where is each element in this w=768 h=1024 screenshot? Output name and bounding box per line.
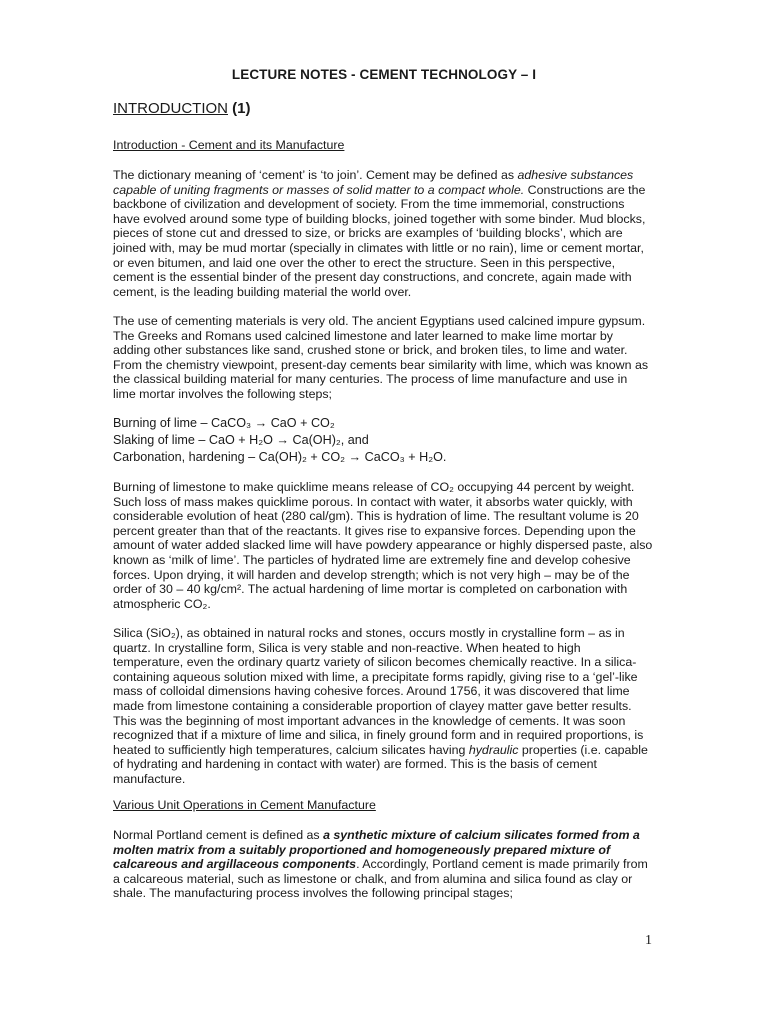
paragraph-5-text-a: Normal Portland cement is defined as xyxy=(113,828,324,842)
paragraph-3 xyxy=(113,480,653,611)
section-title: INTRODUCTION xyxy=(113,100,228,117)
paragraph-1-text-a: The dictionary meaning of ‘cement’ is ‘to join’. Cement may be defined as xyxy=(113,168,518,182)
equation-burning: Burning of lime – CaCO₃ → CaO + CO₂ xyxy=(113,416,335,430)
paragraph-4-text-c: properties (i.e. capable of hydrating and hardening in contact with water) are formed. This is the basis of cement manufacture. xyxy=(113,742,648,786)
paragraph-2 xyxy=(113,314,653,402)
subheading-introduction xyxy=(113,138,653,153)
paragraph-1 xyxy=(113,168,653,299)
paragraph-5 xyxy=(113,828,653,901)
paragraph-1-text-c: Constructions are the backbone of civilization and development of society. From the time immemorial, constructions have evolved around some type of building blocks, joined together with some binder. Mud blocks, pieces of stone cut and dressed to size, or bricks are examples of ‘building blocks’, which are joined with, may be mud mortar (specially in climates with little or no rain), lime or cement mortar, or even bitumen, and laid one over the other to erect the structure. Seen in this perspective, cement is the essential binder of the present day constructions, and concrete, again made with cement, is the leading building material the world over. xyxy=(113,182,646,299)
section-heading xyxy=(113,102,251,117)
paragraph-3-text: Burning of limestone to make quicklime means release of CO₂ occupying 44 percent by weight. Such loss of mass makes quicklime porous. In contact with water, it absorbs water quickly, with considerable evolution of heat (280 cal/gm). This is hydration of lime. The resultant volume is 20 percent greater than that of the reactants. It gives rise to expansive forces. Depending upon the amount of water added slacked lime will have powdery appearance or highly dispersed paste, also known as ‘milk of lime’. The particles of hydrated lime are extremely fine and develop cohesive forces. Upon drying, it will harden and develop strength; which is not very high – may be of the order of 30 – 40 kg/cm². The actual hardening of lime mortar is completed on carbonation with atmospheric CO₂. xyxy=(113,480,653,611)
paragraph-4 xyxy=(113,626,653,787)
document-title: LECTURE NOTES - CEMENT TECHNOLOGY – I xyxy=(231,67,537,82)
equation-list xyxy=(113,415,653,466)
page-number: 1 xyxy=(645,933,652,948)
subheading-unit-operations xyxy=(113,798,653,813)
section-number: (1) xyxy=(232,100,251,117)
equation-carbonation: Carbonation, hardening – Ca(OH)₂ + CO₂ → CaCO₃ + H₂O. xyxy=(113,450,447,464)
paragraph-4-text-a: Silica (SiO₂), as obtained in natural rocks and stones, occurs mostly in crystalline form – as in quartz. In crystalline form, Silica is very stable and non-reactive. When heated to high temperature, even the ordinary quartz variety of silicon becomes chemically reactive. In a silica-containing aqueous solution mixed with lime, a precipitate forms rapidly, giving rise to a ‘gel’-like mass of colloidal dimensions having cohesive forces. Around 1756, it was discovered that lime made from limestone containing a considerable proportion of clayey matter gave better results. This was the beginning of most important advances in the knowledge of cements. It was soon recognized that if a mixture of lime and silica, in finely ground form and in required proportions, is heated to sufficiently high temperatures, calcium silicates having xyxy=(113,626,644,757)
paragraph-5-emphasis: a synthetic mixture of calcium silicates formed from a molten matrix from a suitably proportioned and homogeneously prepared mixture of calcareous and argillaceous components xyxy=(113,828,640,872)
subheading-introduction-text: Introduction - Cement and its Manufacture xyxy=(113,138,345,152)
equation-slaking: Slaking of lime – CaO + H₂O → Ca(OH)₂, and xyxy=(113,433,369,447)
paragraph-1-emphasis: adhesive substances capable of uniting fragments or masses of solid matter to a compact whole. xyxy=(113,168,634,197)
paragraph-2-text: The use of cementing materials is very old. The ancient Egyptians used calcined impure gypsum. The Greeks and Romans used calcined limestone and later learned to make lime mortar by adding other substances like sand, crushed stone or brick, and broken tiles, to lime and water. From the chemistry viewpoint, present-day cements bear similarity with lime, which was known as the classical building material for many centuries. The process of lime manufacture and use in lime mortar involves the following steps; xyxy=(113,314,649,401)
subheading-unit-operations-text: Various Unit Operations in Cement Manufacture xyxy=(113,798,376,812)
paragraph-5-text-c: . Accordingly, Portland cement is made primarily from a calcareous material, such as limestone or chalk, and from alumina and silica found as clay or shale. The manufacturing process involves the following principal stages; xyxy=(113,857,648,901)
paragraph-4-emphasis: hydraulic xyxy=(468,742,519,757)
